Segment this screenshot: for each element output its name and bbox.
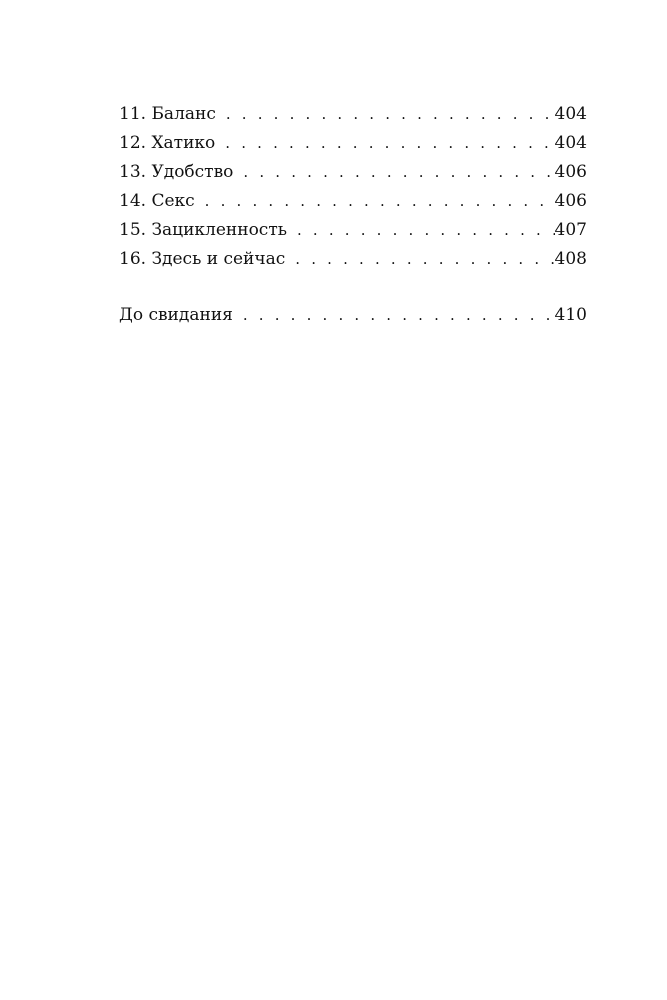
dot-leader [195, 187, 555, 216]
toc-entry-page: 410 [554, 305, 587, 325]
toc-entry-title: 16. Здесь и сейчас [119, 249, 286, 269]
toc-entry-page: 408 [554, 249, 587, 269]
dot-leader [233, 158, 554, 187]
dot-leader [216, 100, 555, 129]
toc-entry-closing[interactable] [119, 301, 587, 330]
toc-entry-title: 15. Зацикленность [119, 220, 287, 240]
toc-entry-title: 11. Баланс [119, 104, 216, 124]
dot-leader [233, 301, 555, 330]
closing-section [119, 301, 587, 330]
toc-entry-page: 407 [554, 220, 587, 240]
toc-entry-12[interactable] [119, 129, 587, 158]
dot-leader [285, 245, 554, 274]
chapter-list [119, 100, 587, 274]
toc-entry-14[interactable] [119, 187, 587, 216]
toc-entry-15[interactable] [119, 216, 587, 245]
toc-entry-page: 406 [554, 162, 587, 182]
toc-entry-title: 12. Хатико [119, 133, 216, 153]
toc-entry-title: До свидания [119, 305, 233, 325]
toc-entry-title: 14. Секс [119, 191, 195, 211]
toc-entry-16[interactable] [119, 245, 587, 274]
toc-entry-title: 13. Удобство [119, 162, 234, 182]
toc-entry-13[interactable] [119, 158, 587, 187]
toc-entry-page: 404 [554, 104, 587, 124]
toc-entry-page: 406 [554, 191, 587, 211]
dot-leader [215, 129, 554, 158]
toc-entry-11[interactable] [119, 100, 587, 129]
table-of-contents [119, 100, 587, 330]
toc-entry-page: 404 [554, 133, 587, 153]
dot-leader [287, 216, 555, 245]
